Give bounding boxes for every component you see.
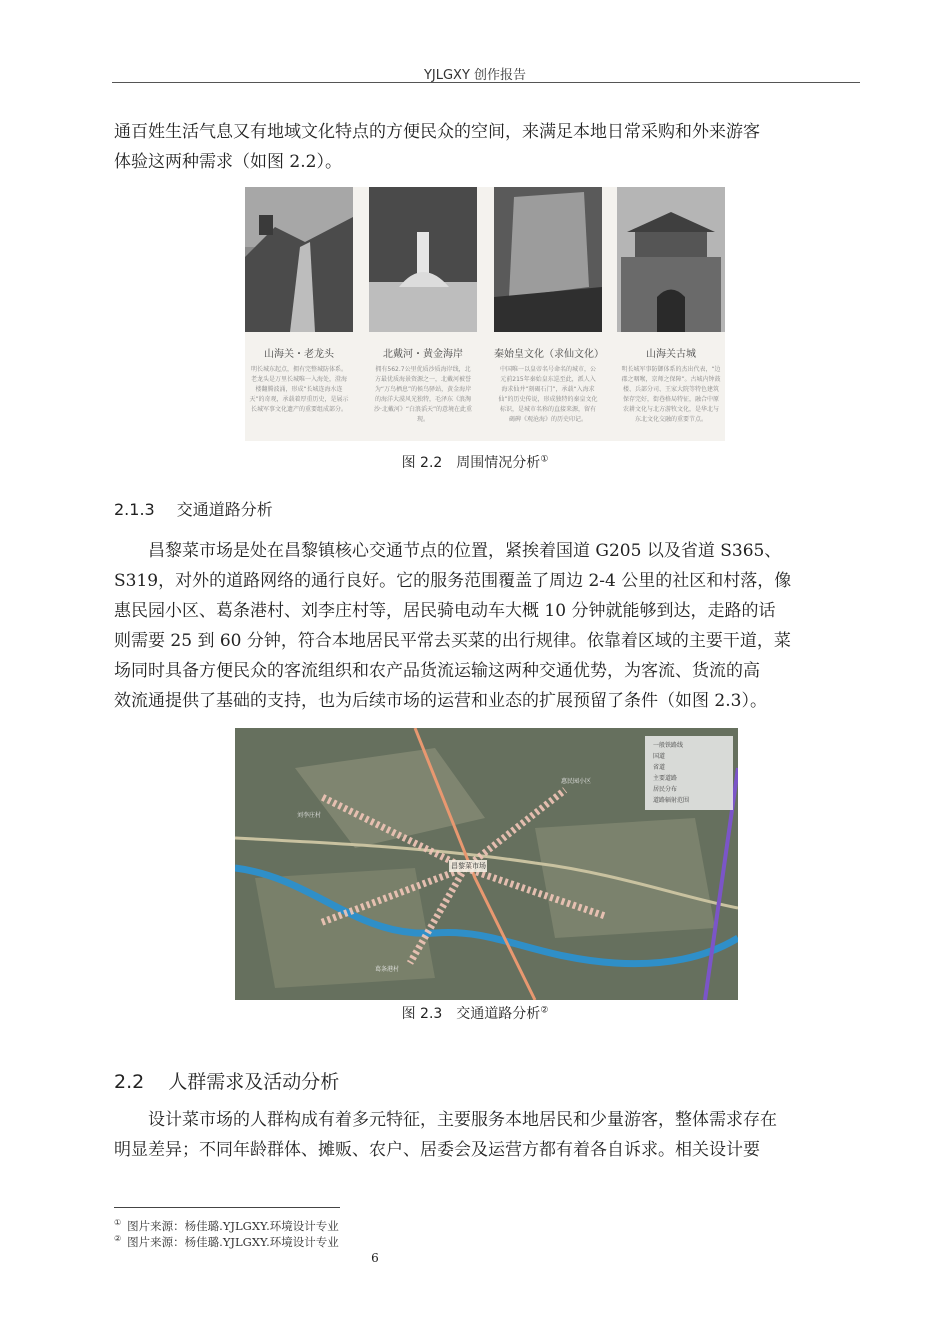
figure-panel-ancient-city xyxy=(617,187,725,441)
figure-2-3-map xyxy=(235,728,738,1000)
paragraph-line: 则需要 25 到 60 分钟，符合本地居民平常去买菜的出行规律。依靠着区域的主要干道，菜 xyxy=(114,631,791,651)
footnote-mark: ① xyxy=(114,1218,122,1227)
panel-title: 秦始皇文化（求仙文化） xyxy=(494,349,604,360)
legend-item: 省道 xyxy=(653,764,666,771)
page-header-title: YJLGXY 创作报告 xyxy=(423,68,527,83)
figure-2-2 xyxy=(245,187,725,441)
paragraph-line: 惠民园小区、葛条港村、刘李庄村等，居民骑电动车大概 10 分钟就能够到达，走路的话 xyxy=(114,601,776,621)
paragraph-line: S319，对外的道路网络的通行良好。它的服务范围覆盖了周边 2-4 公里的社区和村落，像 xyxy=(114,571,792,591)
panel-title: 山海关古城 xyxy=(646,349,696,360)
section-title: 交通道路分析 xyxy=(176,500,273,519)
footnote-text: 图片来源：杨佳璐.YJLGXY.环境设计专业 xyxy=(127,1234,339,1249)
figure-panel-laolongtou xyxy=(245,187,353,441)
panel-title: 北戴河・黄金海岸 xyxy=(383,349,463,360)
footnote xyxy=(114,1232,339,1249)
paragraph-line-text: 设计菜市场的人群构成有着多元特征，主要服务本地居民和少量游客，整体需求存在 xyxy=(148,1110,777,1130)
map-place-label: 惠民园小区 xyxy=(561,778,592,785)
paragraph-line: 体验这两种需求（如图 2.2）。 xyxy=(114,152,342,172)
figure-2-3-caption xyxy=(0,1003,950,1023)
legend-item: 一般铁路线 xyxy=(653,742,684,749)
paragraph-3 xyxy=(114,1105,859,1165)
section-heading-2-2 xyxy=(114,1067,339,1094)
section-number: 2.2 xyxy=(114,1071,145,1093)
footnote-rule xyxy=(114,1207,340,1208)
paragraph-line xyxy=(114,1105,859,1135)
panel-description: 明长城军事防御体系的杰出代表，“边郡之咽喉，京师之保障”。古城内钟鼓楼、兵部分司、王家大院等特色建筑保存完好，街巷格局特征，融合中原农耕文化与北方游牧文化，是华北与东北文化交融的重要节点。 xyxy=(621,366,721,423)
legend-item: 道路辐射范围 xyxy=(653,797,690,804)
paragraph-line: 通百姓生活气息又有地域文化特点的方便民众的空间，来满足本地日常采购和外来游客 xyxy=(114,122,760,142)
figure-panel-qinshihuang xyxy=(494,187,602,441)
section-number: 2.1.3 xyxy=(114,500,155,519)
footnote-text: 图片来源：杨佳璐.YJLGXY.环境设计专业 xyxy=(127,1218,339,1233)
footnote-mark: ② xyxy=(114,1234,122,1243)
paragraph-line: 场同时具备方便民众的客流组织和农产品货流运输这两种交通优势，为客流、货流的高 xyxy=(114,661,760,681)
caption-text: 图 2.3 交通道路分析 xyxy=(401,1006,541,1022)
section-title: 人群需求及活动分析 xyxy=(168,1071,340,1093)
figure-2-2-caption xyxy=(0,452,950,472)
caption-text: 图 2.2 周围情况分析 xyxy=(401,455,541,471)
legend-item: 主要道路 xyxy=(653,775,678,782)
figure-panel-beidaihe xyxy=(369,187,477,441)
panel-description: 拥有562.7公里优质沙质海岸线，北方最优质海景资源之一，北戴河被誉为“万鸟栖息”的候鸟驿站，黄金海岸的海洋大漠风光独特，毛泽东《浪淘沙·北戴河》“白浪滔天”的意境在此重现。 xyxy=(373,366,473,423)
panel-description: 明长城东起点，拥有完整城防体系。老龙头是万里长城唯一入海处，澄海楼翻腾波涌，形成“长城连海水连天”的奇观，承载着厚重历史，是展示长城军事文化遗产的重要组成部分。 xyxy=(249,366,349,413)
photo-great-wall xyxy=(245,187,353,332)
paragraph-line: 效流通提供了基础的支持，也为后续市场的运营和业态的扩展预留了条件（如图 2.3）。 xyxy=(114,691,767,711)
footnote-ref: ① xyxy=(540,454,549,465)
market-center-label: 昌黎菜市场 xyxy=(451,862,486,870)
paragraph-2 xyxy=(114,536,859,716)
map-place-label: 葛条港村 xyxy=(375,966,400,973)
footnote-ref: ② xyxy=(540,1005,549,1016)
panel-description: 中国唯一以皇帝名号命名的城市，公元前215年秦始皇东巡至此，派人入海求仙并“刻碣石门”，承载“入海求仙”的历史传说，形成独特的秦皇文化标识，是城市名称的直接来源，留有碣碑《观沧海》的历史印记。 xyxy=(498,366,598,423)
photo-cliff-carving xyxy=(494,187,602,332)
footnote xyxy=(114,1216,339,1233)
paragraph-line xyxy=(114,536,859,566)
paragraph-line-text: 昌黎菜市场是处在昌黎镇核心交通节点的位置，紧挨着国道 G205 以及省道 S365、 xyxy=(148,541,782,561)
map-legend xyxy=(653,740,689,806)
map-place-label: 刘李庄村 xyxy=(297,812,322,819)
legend-item: 国道 xyxy=(653,753,666,760)
photo-city-gate xyxy=(617,187,725,332)
photo-golden-beach xyxy=(369,187,477,332)
page-number: 6 xyxy=(371,1251,379,1265)
paragraph-line: 明显差异；不同年龄群体、摊贩、农户、居委会及运营方都有着各自诉求。相关设计要 xyxy=(114,1140,760,1160)
panel-title: 山海关・老龙头 xyxy=(264,349,334,360)
paragraph-1 xyxy=(114,117,859,177)
header-rule xyxy=(112,82,860,83)
section-heading-2-1-3 xyxy=(114,497,273,520)
legend-item: 居民分布 xyxy=(653,786,678,793)
